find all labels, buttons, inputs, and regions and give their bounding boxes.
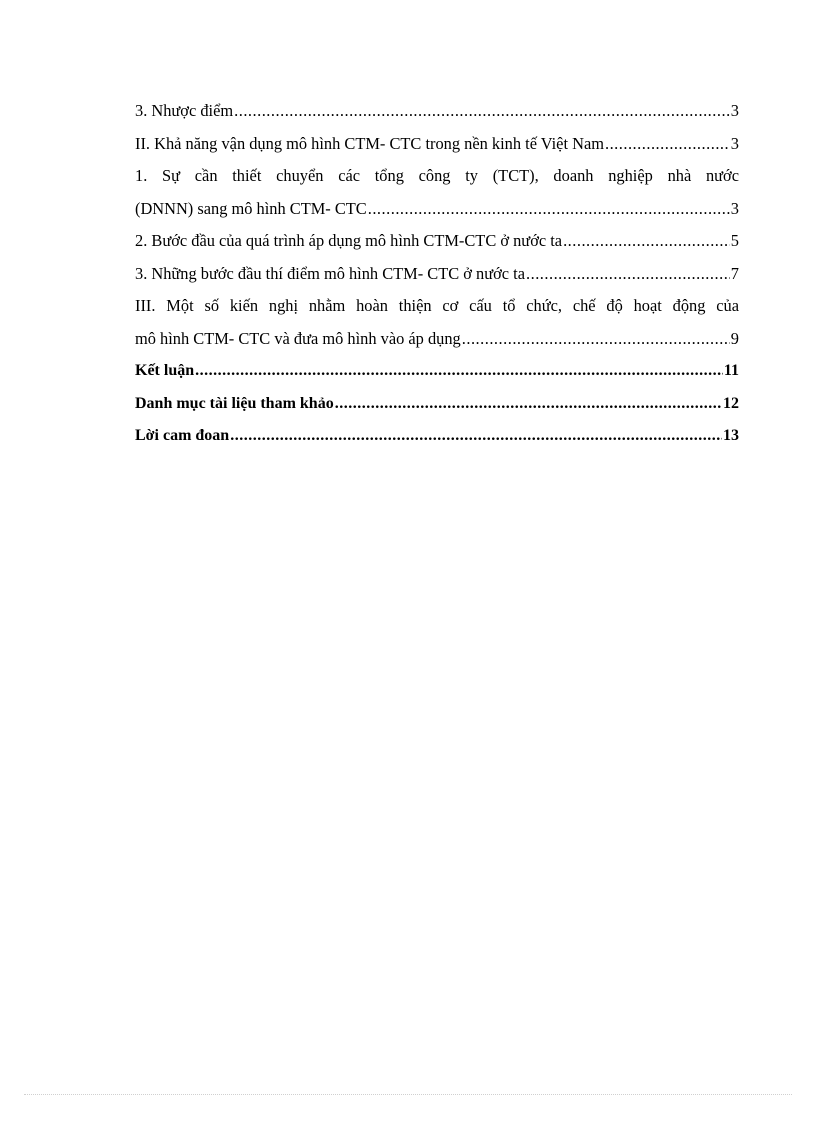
toc-entry-cam-doan <box>135 420 739 453</box>
toc-entry-kien-nghi-line1 <box>135 290 739 323</box>
toc-entry-page: 11 <box>723 362 739 379</box>
toc-entry-page: 9 <box>730 328 739 348</box>
toc-entry-page: 13 <box>723 427 739 444</box>
toc-entry-kha-nang <box>135 128 739 161</box>
toc-leader-dots <box>335 388 722 421</box>
toc-entry-su-can-thiet <box>135 193 739 226</box>
toc-entry-text: III. Một số kiến nghị nhằm hoàn thiện cơ cấu tổ chức, chế độ hoạt động của <box>135 296 739 315</box>
toc-entry-text: mô hình CTM- CTC và đưa mô hình vào áp dụng <box>135 328 461 348</box>
toc-entry-text: 3. Những bước đầu thí điểm mô hình CTM- CTC ở nước ta <box>135 263 525 283</box>
toc-entry-page: 3 <box>730 101 739 120</box>
toc-entry-thi-diem <box>135 258 739 291</box>
toc-leader-dots <box>234 95 730 128</box>
toc-entry-ket-luan <box>135 355 739 388</box>
toc-entry-page: 12 <box>723 394 739 412</box>
toc-entry-tai-lieu <box>135 388 739 421</box>
toc-entry-kien-nghi <box>135 323 739 356</box>
page-bottom-divider <box>24 1094 792 1095</box>
toc-entry-su-can-thiet-line1 <box>135 160 739 193</box>
toc-leader-dots <box>605 128 730 161</box>
toc-leader-dots <box>526 258 730 291</box>
toc-entry-page: 5 <box>730 231 739 250</box>
toc-entry-page: 3 <box>730 133 739 153</box>
toc-entry-text: 2. Bước đầu của quá trình áp dụng mô hình CTM-CTC ở nước ta <box>135 231 563 250</box>
toc-entry-page: 3 <box>730 198 739 218</box>
table-of-contents <box>135 95 739 453</box>
toc-entry-text: 1. Sự cần thiết chuyển các tổng công ty (TCT), doanh nghiệp nhà nước <box>135 166 739 185</box>
toc-leader-dots <box>462 323 730 356</box>
toc-entry-text: 3. Nhược điểm <box>135 101 234 120</box>
toc-leader-dots <box>368 193 730 226</box>
toc-leader-dots <box>230 420 722 453</box>
toc-entry-nhuoc-diem <box>135 95 739 128</box>
toc-entry-text: Danh mục tài liệu tham khảo <box>135 394 334 412</box>
toc-entry-text: Kết luận <box>135 362 195 379</box>
toc-entry-page: 7 <box>730 263 739 283</box>
toc-entry-buoc-dau <box>135 225 739 258</box>
toc-leader-dots <box>195 355 723 388</box>
toc-entry-text: Lời cam đoan <box>135 427 230 444</box>
toc-entry-text: II. Khả năng vận dụng mô hình CTM- CTC trong nền kinh tế Việt Nam <box>135 133 604 153</box>
toc-leader-dots <box>563 225 730 258</box>
toc-entry-text: (DNNN) sang mô hình CTM- CTC <box>135 198 367 218</box>
